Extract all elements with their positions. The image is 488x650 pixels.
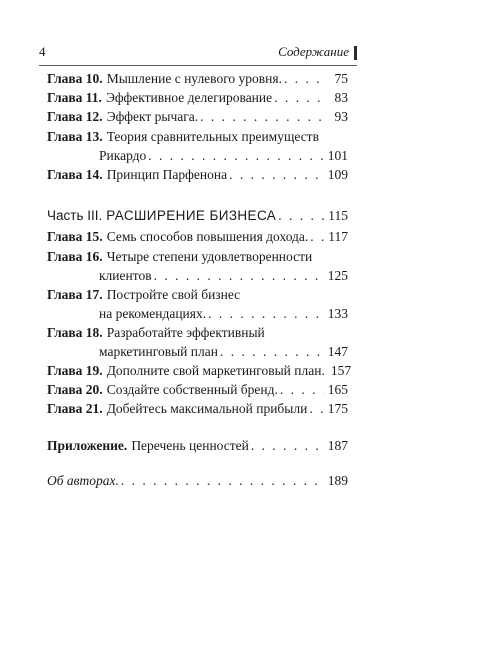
toc-entry-page: 117 <box>328 229 348 244</box>
toc-entry-title: Четыре степени удовлетворенности <box>106 249 313 264</box>
toc-entry[interactable] <box>47 227 348 246</box>
toc-entry[interactable] <box>47 247 348 285</box>
toc-entry-label: Глава 20. <box>47 382 103 397</box>
toc-entry-line <box>47 206 348 225</box>
dot-leader <box>309 399 323 418</box>
toc-entry-title: Семь способов повышения дохода. <box>106 229 309 244</box>
toc-entry-line <box>47 399 348 418</box>
toc-entry-page: 125 <box>327 268 348 283</box>
dot-leader <box>274 88 326 107</box>
toc-entry-label: Глава 18. <box>47 325 103 340</box>
toc-entry-title: Дополните свой маркетинговый план. <box>106 363 325 378</box>
toc-entry-title: Постройте свой бизнес <box>106 287 241 302</box>
toc-entry-title: РАСШИРЕНИЕ БИЗНЕСА <box>106 208 277 223</box>
toc-entry-label: Глава 17. <box>47 287 103 302</box>
toc-entry-title: Теория сравнительных преимуществ <box>106 129 319 144</box>
running-header <box>39 44 357 64</box>
toc-entry-line <box>47 227 348 246</box>
toc-entry-page: 165 <box>327 382 348 397</box>
toc-entry-label: Часть III. <box>47 208 103 223</box>
toc-entry-page: 133 <box>327 306 348 321</box>
toc-entry-page: 101 <box>327 148 348 163</box>
toc-entry-line <box>47 69 348 88</box>
toc-entry-label: Глава 21. <box>47 401 103 416</box>
dot-leader <box>310 227 324 246</box>
toc-entry-title: Разработайте эффективный <box>106 325 265 340</box>
toc-entry-page: 93 <box>334 109 348 124</box>
toc-entry-page: 189 <box>327 473 348 488</box>
toc-entry[interactable] <box>47 88 348 107</box>
toc-entry-page: 157 <box>330 363 352 378</box>
dot-leader <box>154 266 324 285</box>
toc-entry-line <box>47 247 348 266</box>
toc-entry-line <box>47 146 348 165</box>
dot-leader <box>251 436 324 455</box>
toc-entry-label: Глава 13. <box>47 129 103 144</box>
toc-entry-label: Приложение. <box>47 438 128 453</box>
dot-leader <box>148 146 323 165</box>
toc-entry-page: 109 <box>327 167 348 182</box>
toc-entry-line <box>47 88 348 107</box>
toc-entry-title: Добейтесь максимальной прибыли <box>106 401 308 416</box>
dot-leader <box>229 165 324 184</box>
dot-leader <box>220 342 324 361</box>
header-marker-bar <box>354 46 357 60</box>
toc-entry-page: 83 <box>334 90 348 105</box>
toc-entry-label: Глава 12. <box>47 109 103 124</box>
toc-entry-page: 115 <box>328 208 348 223</box>
dot-leader <box>284 69 326 88</box>
toc-entry-title: Об авторах. <box>47 473 119 488</box>
toc-entry[interactable] <box>47 165 348 184</box>
toc-entry-title: Принцип Парфенона <box>106 167 228 182</box>
toc-entry-title: Рикардо <box>99 148 147 163</box>
toc-entry-line <box>47 304 348 323</box>
toc-entry-line <box>47 127 348 146</box>
toc-entry-line <box>47 361 352 380</box>
toc-entry-line <box>47 471 348 490</box>
toc-entry-title: Эффективное делегирование <box>105 90 273 105</box>
toc-entry[interactable] <box>47 107 348 126</box>
dot-leader <box>208 304 324 323</box>
toc-entry[interactable] <box>47 285 348 323</box>
toc-entry-label: Глава 14. <box>47 167 103 182</box>
toc-entry-page: 147 <box>327 344 348 359</box>
toc-entry-label: Глава 10. <box>47 71 103 86</box>
toc-entry[interactable] <box>47 399 348 418</box>
toc-entry[interactable] <box>47 436 348 455</box>
dot-leader <box>121 471 324 490</box>
toc-entry-line <box>47 107 348 126</box>
toc-entry-label: Глава 19. <box>47 363 103 378</box>
running-title: Содержание <box>278 44 349 59</box>
toc-entry-line <box>47 266 348 285</box>
page-number: 4 <box>39 44 46 59</box>
toc-entry-title: Перечень ценностей <box>131 438 249 453</box>
toc-entry-title: маркетинговый план <box>99 344 218 359</box>
toc-entry-line <box>47 285 348 304</box>
toc-entry-line <box>47 165 348 184</box>
toc-entry[interactable] <box>47 69 348 88</box>
toc-entry-line <box>47 342 348 361</box>
toc-entry[interactable] <box>47 127 348 165</box>
toc-entry-line <box>47 436 348 455</box>
toc-entry-page: 175 <box>327 401 348 416</box>
toc-entry-page: 187 <box>327 438 348 453</box>
toc-entry[interactable] <box>47 380 348 399</box>
toc-entry-title: Мышление с нулевого уровня. <box>106 71 282 86</box>
toc-entry-line <box>47 323 348 342</box>
toc-entry[interactable] <box>47 323 348 361</box>
dot-leader <box>278 206 324 225</box>
toc-entry-title: Эффект рычага. <box>106 109 199 124</box>
toc-entry-title: Создайте собственный бренд. <box>106 382 278 397</box>
toc-entry[interactable] <box>47 361 352 380</box>
toc-entry-label: Глава 15. <box>47 229 103 244</box>
toc-entry-title: на рекомендациях. <box>99 306 207 321</box>
toc-entry[interactable] <box>47 206 348 225</box>
dot-leader <box>280 380 324 399</box>
toc-entry-label: Глава 16. <box>47 249 103 264</box>
toc-entry[interactable] <box>47 471 348 490</box>
header-rule <box>39 65 357 66</box>
toc-entry-line <box>47 380 348 399</box>
toc-entry-label: Глава 11. <box>47 90 102 105</box>
dot-leader <box>200 107 326 126</box>
toc-entry-page: 75 <box>334 71 348 86</box>
toc-entry-title: клиентов <box>99 268 152 283</box>
